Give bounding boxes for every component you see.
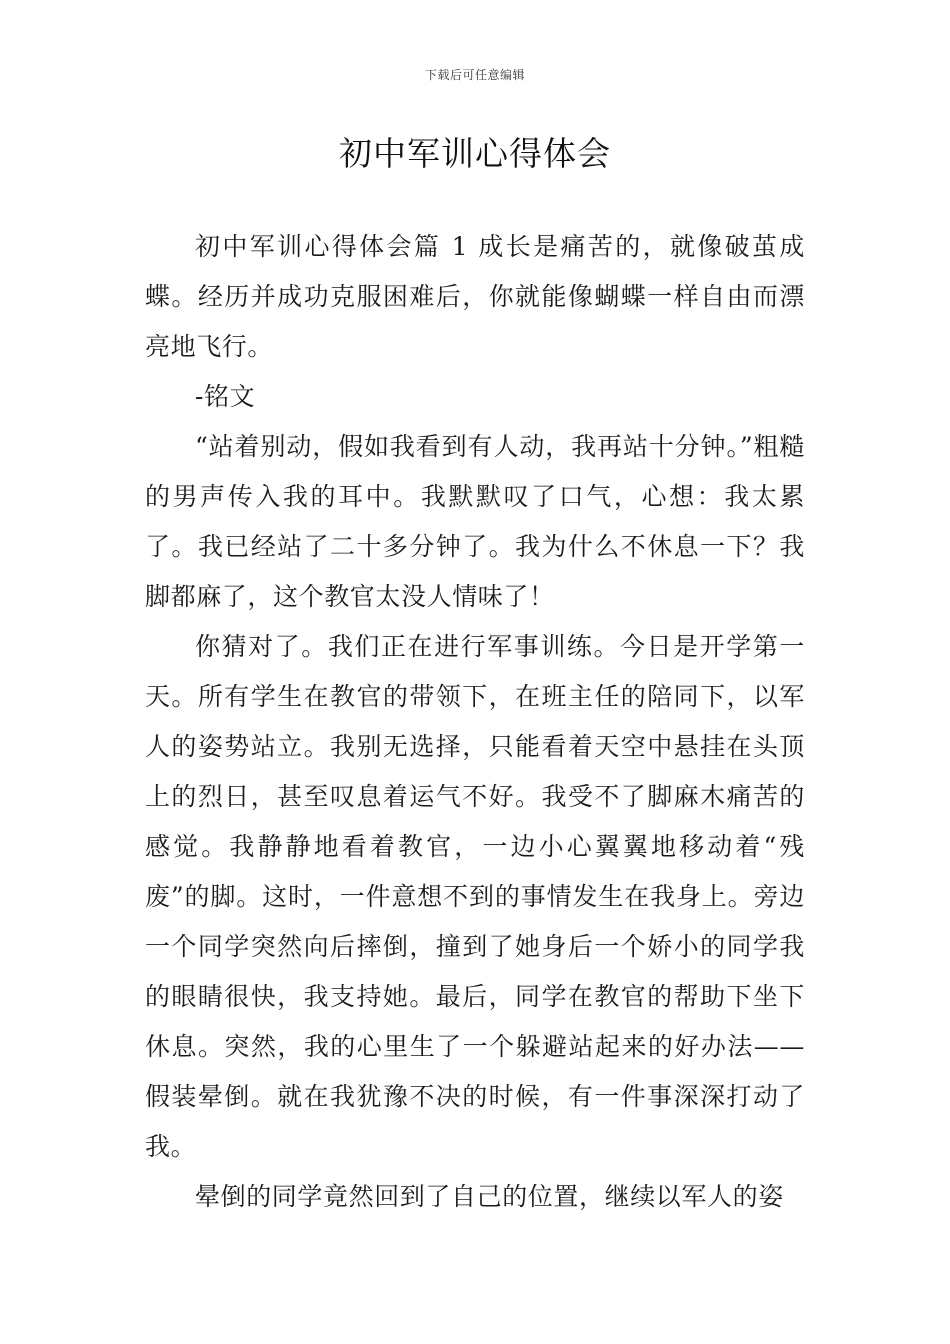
paragraph-quote: “站着别动，假如我看到有人动，我再站十分钟。”粗糙的男声传入我的耳中。我默默叹了口气，心想：我太累了。我已经站了二十多分钟了。我为什么不休息一下？我脚都麻了，这个教官太没人情味了！	[145, 432, 805, 611]
paragraph-inscription: -铭文	[195, 382, 256, 411]
paragraph-return: 晕倒的同学竟然回到了自己的位置，继续以军人的姿	[195, 1182, 784, 1211]
paragraph-training: 你猜对了。我们正在进行军事训练。今日是开学第一天。所有学生在教官的带领下，在班主任的陪同下，以军人的姿势站立。我别无选择，只能看着天空中悬挂在头顶上的烈日，甚至叹息着运气不好。我受不了脚麻木痛苦的感觉。我静静地看着教官，一边小心翼翼地移动着“残废”的脚。这时，一件意想不到的事情发生在我身上。旁边一个同学突然向后摔倒，撞到了她身后一个娇小的同学我的眼睛很快，我支持她。最后，同学在教官的帮助下坐下休息。突然，我的心里生了一个躲避站起来的好办法——假装晕倒。就在我犹豫不决的时候，有一件事深深打动了我。	[145, 632, 805, 1161]
page-title: 初中军训心得体会	[339, 134, 611, 173]
paragraph-intro: 初中军训心得体会篇 1 成长是痛苦的，就像破茧成蝶。经历并成功克服困难后，你就能像蝴蝶一样自由而漂亮地飞行。	[145, 232, 805, 361]
document-body	[145, 222, 805, 1222]
header-note: 下载后可任意编辑	[424, 68, 525, 82]
